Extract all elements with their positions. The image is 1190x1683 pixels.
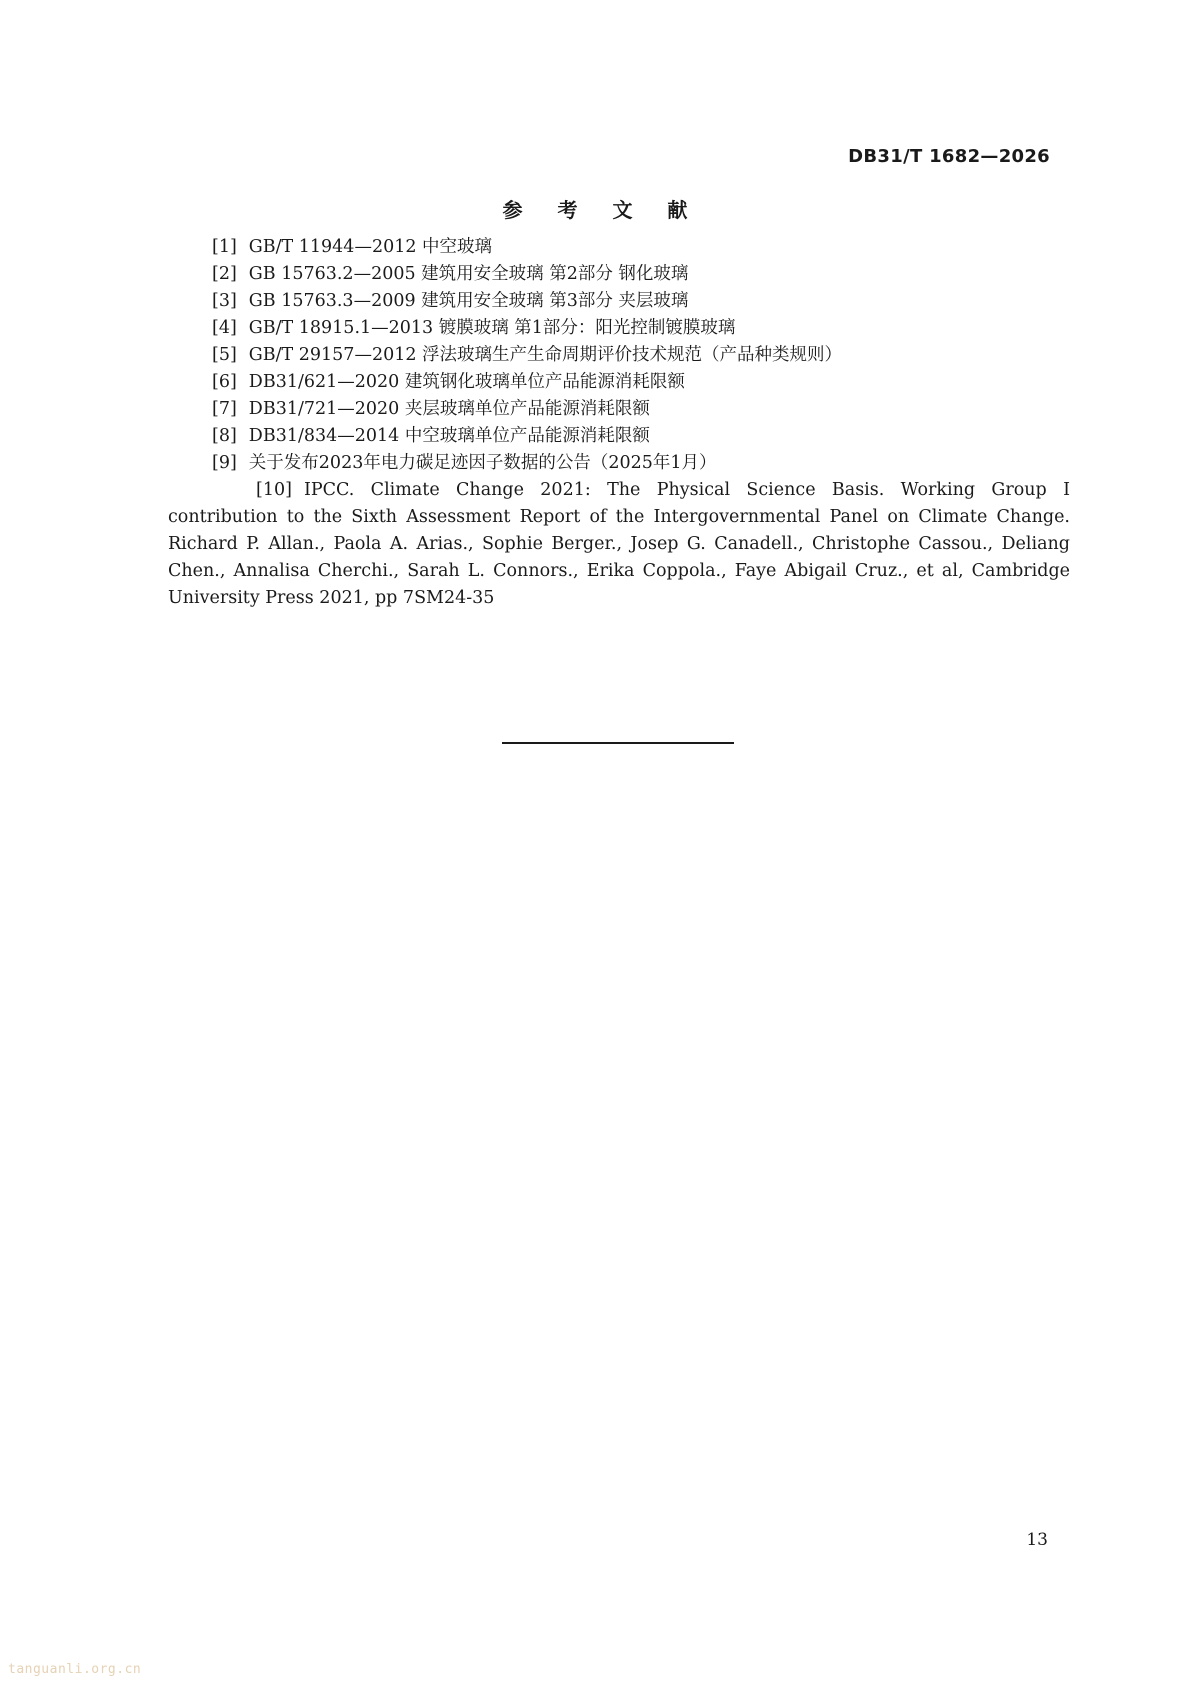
reference-list xyxy=(168,234,1070,612)
reference-text: DB31/721—2020 夹层玻璃单位产品能源消耗限额 xyxy=(248,399,650,419)
reference-number: [7] xyxy=(212,399,237,419)
reference-text: DB31/834—2014 中空玻璃单位产品能源消耗限额 xyxy=(248,426,650,446)
reference-text: GB/T 11944—2012 中空玻璃 xyxy=(248,237,493,257)
end-rule xyxy=(502,742,734,744)
reference-item xyxy=(168,342,1070,369)
reference-number: [6] xyxy=(212,372,237,392)
reference-item xyxy=(168,315,1070,342)
document-code: DB31/T 1682—2026 xyxy=(848,146,1050,167)
reference-text: GB/T 29157—2012 浮法玻璃生产生命周期评价技术规范（产品种类规则） xyxy=(248,345,843,365)
reference-item xyxy=(168,423,1070,450)
reference-item xyxy=(168,234,1070,261)
reference-text: DB31/621—2020 建筑钢化玻璃单位产品能源消耗限额 xyxy=(248,372,685,392)
watermark: tanguanli.org.cn xyxy=(8,1662,142,1677)
reference-number: [9] xyxy=(212,453,237,473)
reference-number: [4] xyxy=(212,318,237,338)
reference-number: [3] xyxy=(212,291,237,311)
reference-text: GB 15763.2—2005 建筑用安全玻璃 第2部分 钢化玻璃 xyxy=(248,264,689,284)
reference-text: 关于发布2023年电力碳足迹因子数据的公告（2025年1月） xyxy=(248,453,717,473)
reference-number: [1] xyxy=(212,237,237,257)
section-title: 参 考 文 献 xyxy=(502,198,702,222)
reference-number: [5] xyxy=(212,345,237,365)
reference-item xyxy=(168,369,1070,396)
reference-number: [8] xyxy=(212,426,237,446)
reference-item xyxy=(168,261,1070,288)
reference-number: [2] xyxy=(212,264,237,284)
reference-item xyxy=(168,450,1070,477)
reference-text: GB/T 18915.1—2013 镀膜玻璃 第1部分：阳光控制镀膜玻璃 xyxy=(248,318,736,338)
reference-item xyxy=(168,477,1070,612)
reference-number: [10] xyxy=(256,480,292,500)
page-number: 13 xyxy=(1026,1530,1048,1550)
reference-text: GB 15763.3—2009 建筑用安全玻璃 第3部分 夹层玻璃 xyxy=(248,291,689,311)
reference-item xyxy=(168,288,1070,315)
reference-item xyxy=(168,396,1070,423)
reference-text: IPCC. Climate Change 2021: The Physical Science Basis. Working Group I contribution to the Sixth Assessment Report of the Intergovernmental Panel on Climate Change. Richard P. Allan., Paola A. Arias., Sophie Berger., Josep G. Canadell., Christophe Cassou., Deliang Chen., Annalisa Cherchi., Sarah L. Connors., Erika Coppola., Faye Abigail Cruz., et al, Cambridge University Press 2021, pp 7SM24-35 xyxy=(168,480,1070,608)
